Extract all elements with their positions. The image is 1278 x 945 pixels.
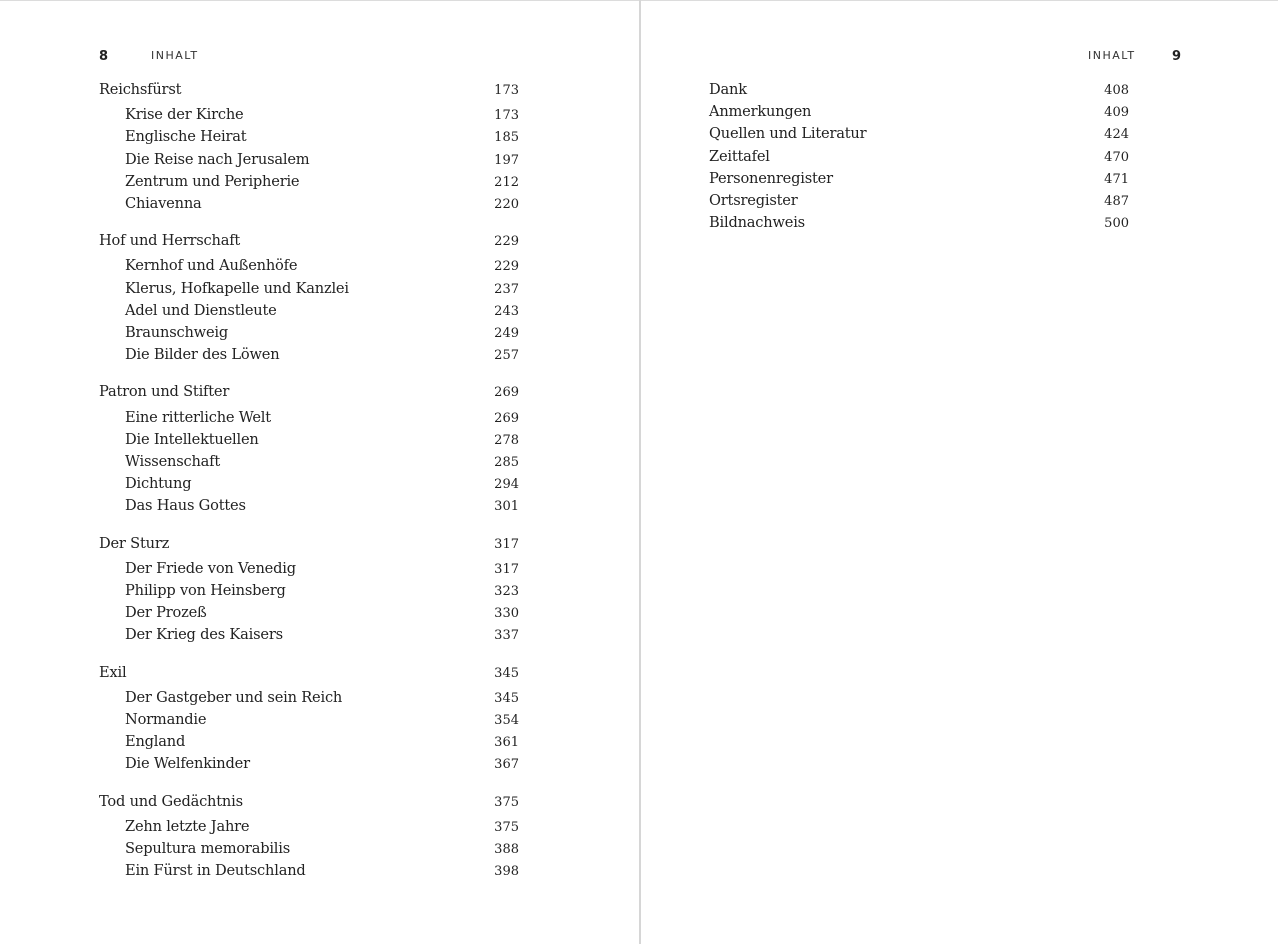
toc-entry xyxy=(99,580,519,602)
toc-entry-title: Chiavenna xyxy=(125,195,202,213)
toc-entry-title: Sepultura memorabilis xyxy=(125,840,291,858)
toc-entry-title: Der Sturz xyxy=(99,534,170,552)
toc-entry-title: Zehn letzte Jahre xyxy=(125,817,250,835)
toc-entry-page: 388 xyxy=(494,842,519,858)
toc-entry-title: Normandie xyxy=(125,711,207,729)
toc-entry-title: Adel und Dienstleute xyxy=(125,301,277,319)
toc-entry-page: 487 xyxy=(1104,194,1129,210)
running-head: INHALT xyxy=(151,49,199,62)
toc-entry xyxy=(99,149,519,171)
toc-entry-title: Wissenschaft xyxy=(125,453,221,471)
toc-entry-page: 471 xyxy=(1104,171,1129,187)
toc-entry-title: Patron und Stifter xyxy=(99,383,230,401)
toc-entry xyxy=(99,687,519,709)
toc-entry-page: 408 xyxy=(1104,83,1129,98)
table-of-contents xyxy=(99,79,519,898)
running-head: INHALT xyxy=(1088,49,1136,62)
toc-entry-page: 317 xyxy=(494,536,519,552)
toc-entry-page: 278 xyxy=(494,432,519,448)
toc-entry-title: Klerus, Hofkapelle und Kanzlei xyxy=(125,279,349,297)
toc-section xyxy=(99,230,519,366)
toc-entry-page: 337 xyxy=(494,628,519,644)
toc-chapter-entry xyxy=(99,791,519,813)
toc-entry-title: Exil xyxy=(99,663,127,681)
toc-chapter-entry xyxy=(99,662,519,684)
toc-entry-page: 229 xyxy=(494,259,519,275)
toc-entry-title: Philipp von Heinsberg xyxy=(125,582,286,600)
toc-entry-page: 269 xyxy=(494,410,519,426)
toc-entry-page: 409 xyxy=(1104,105,1129,121)
toc-entry-title: Die Welfenkinder xyxy=(125,755,250,773)
toc-entry-title: Eine ritterliche Welt xyxy=(125,408,271,426)
toc-entry xyxy=(709,212,1129,234)
toc-entry-title: Zentrum und Peripherie xyxy=(125,172,300,190)
toc-entry-title: Der Prozeß xyxy=(125,604,207,622)
toc-entry xyxy=(99,104,519,126)
toc-entry-page: 269 xyxy=(494,385,519,401)
toc-entry xyxy=(99,495,519,517)
toc-section xyxy=(99,662,519,776)
toc-entry-page: 220 xyxy=(494,197,519,213)
toc-entry xyxy=(99,322,519,344)
toc-entry-page: 330 xyxy=(494,606,519,622)
toc-entry-page: 237 xyxy=(494,281,519,297)
toc-entry xyxy=(709,146,1129,168)
toc-entry-title: Das Haus Gottes xyxy=(125,497,246,515)
toc-entry xyxy=(99,838,519,860)
toc-entry-page: 257 xyxy=(494,348,519,364)
toc-entry-page: 294 xyxy=(494,477,519,493)
toc-entry xyxy=(99,558,519,580)
toc-entry-title: Quellen und Literatur xyxy=(709,125,867,143)
toc-entry-title: Der Krieg des Kaisers xyxy=(125,626,283,644)
toc-entry-page: 367 xyxy=(494,757,519,773)
toc-entry xyxy=(99,860,519,882)
toc-entry-title: Die Intellektuellen xyxy=(125,430,259,448)
toc-entry xyxy=(99,407,519,429)
toc-entry-title: Braunschweig xyxy=(125,324,228,342)
toc-entry-page: 398 xyxy=(494,864,519,880)
toc-entry-title: Englische Heirat xyxy=(125,128,247,146)
toc-entry xyxy=(99,753,519,775)
toc-entry-page: 345 xyxy=(494,665,519,681)
toc-chapter-entry xyxy=(99,230,519,252)
toc-entry-page: 345 xyxy=(494,690,519,706)
toc-entry-page: 354 xyxy=(494,713,519,729)
toc-section xyxy=(99,79,519,215)
toc-entry xyxy=(99,193,519,215)
toc-entry-page: 375 xyxy=(494,819,519,835)
toc-entry-page: 212 xyxy=(494,174,519,190)
toc-entry-page: 243 xyxy=(494,303,519,319)
toc-entry xyxy=(99,171,519,193)
toc-entry xyxy=(99,816,519,838)
toc-entry xyxy=(709,168,1129,190)
toc-entry xyxy=(99,126,519,148)
table-of-contents xyxy=(709,79,1129,234)
toc-entry-page: 470 xyxy=(1104,149,1129,165)
toc-entry xyxy=(99,300,519,322)
toc-entry xyxy=(99,709,519,731)
toc-entry-page: 317 xyxy=(494,561,519,577)
toc-entry-page: 361 xyxy=(494,735,519,751)
toc-entry-page: 197 xyxy=(494,152,519,168)
toc-entry-title: Zeittafel xyxy=(709,147,770,165)
toc-entry xyxy=(709,101,1129,123)
toc-section xyxy=(99,791,519,883)
toc-entry-page: 301 xyxy=(494,499,519,515)
toc-entry xyxy=(709,79,1129,101)
toc-entry-title: Tod und Gedächtnis xyxy=(99,792,243,810)
toc-entry-page: 424 xyxy=(1104,127,1129,143)
toc-entry-title: England xyxy=(125,733,186,751)
toc-entry-title: Ortsregister xyxy=(709,192,798,210)
toc-entry xyxy=(99,624,519,646)
toc-entry-page: 173 xyxy=(494,108,519,124)
toc-entry-title: Der Gastgeber und sein Reich xyxy=(125,688,343,706)
toc-section xyxy=(99,381,519,517)
toc-entry xyxy=(99,429,519,451)
toc-entry-title: Bildnachweis xyxy=(709,214,805,232)
toc-entry-title: Die Reise nach Jerusalem xyxy=(125,150,310,168)
toc-entry xyxy=(99,451,519,473)
toc-section xyxy=(99,533,519,647)
toc-entry-title: Die Bilder des Löwen xyxy=(125,346,280,364)
toc-entry-title: Krise der Kirche xyxy=(125,106,244,124)
toc-entry-page: 285 xyxy=(494,455,519,471)
toc-entry xyxy=(99,731,519,753)
toc-entry xyxy=(99,473,519,495)
toc-entry-title: Hof und Herrschaft xyxy=(99,232,241,250)
toc-entry-page: 323 xyxy=(494,584,519,600)
right-page xyxy=(641,0,1278,945)
toc-entry-page: 185 xyxy=(494,130,519,146)
toc-entry-title: Dichtung xyxy=(125,475,192,493)
toc-chapter-entry xyxy=(99,533,519,555)
page-number: 8 xyxy=(99,49,109,64)
toc-entry-title: Anmerkungen xyxy=(709,103,812,121)
toc-entry xyxy=(709,190,1129,212)
toc-entry-page: 500 xyxy=(1104,216,1129,232)
toc-entry-title: Ein Fürst in Deutschland xyxy=(125,862,306,880)
page-number: 9 xyxy=(1172,49,1182,64)
toc-entry-title: Kernhof und Außenhöfe xyxy=(125,257,298,275)
toc-entry-page: 249 xyxy=(494,326,519,342)
toc-entry-page: 375 xyxy=(494,794,519,810)
toc-entry xyxy=(99,278,519,300)
toc-entry xyxy=(99,344,519,366)
toc-entry-page: 229 xyxy=(494,234,519,250)
toc-entry xyxy=(99,602,519,624)
toc-entry-title: Reichsfürst xyxy=(99,81,182,98)
toc-entry xyxy=(99,255,519,277)
toc-entry-title: Dank xyxy=(709,81,747,98)
toc-entry xyxy=(709,123,1129,145)
toc-chapter-entry xyxy=(99,79,519,101)
toc-entry-title: Der Friede von Venedig xyxy=(125,559,296,577)
toc-entry-title: Personenregister xyxy=(709,169,833,187)
toc-entry-page: 173 xyxy=(494,83,519,98)
toc-chapter-entry xyxy=(99,381,519,403)
